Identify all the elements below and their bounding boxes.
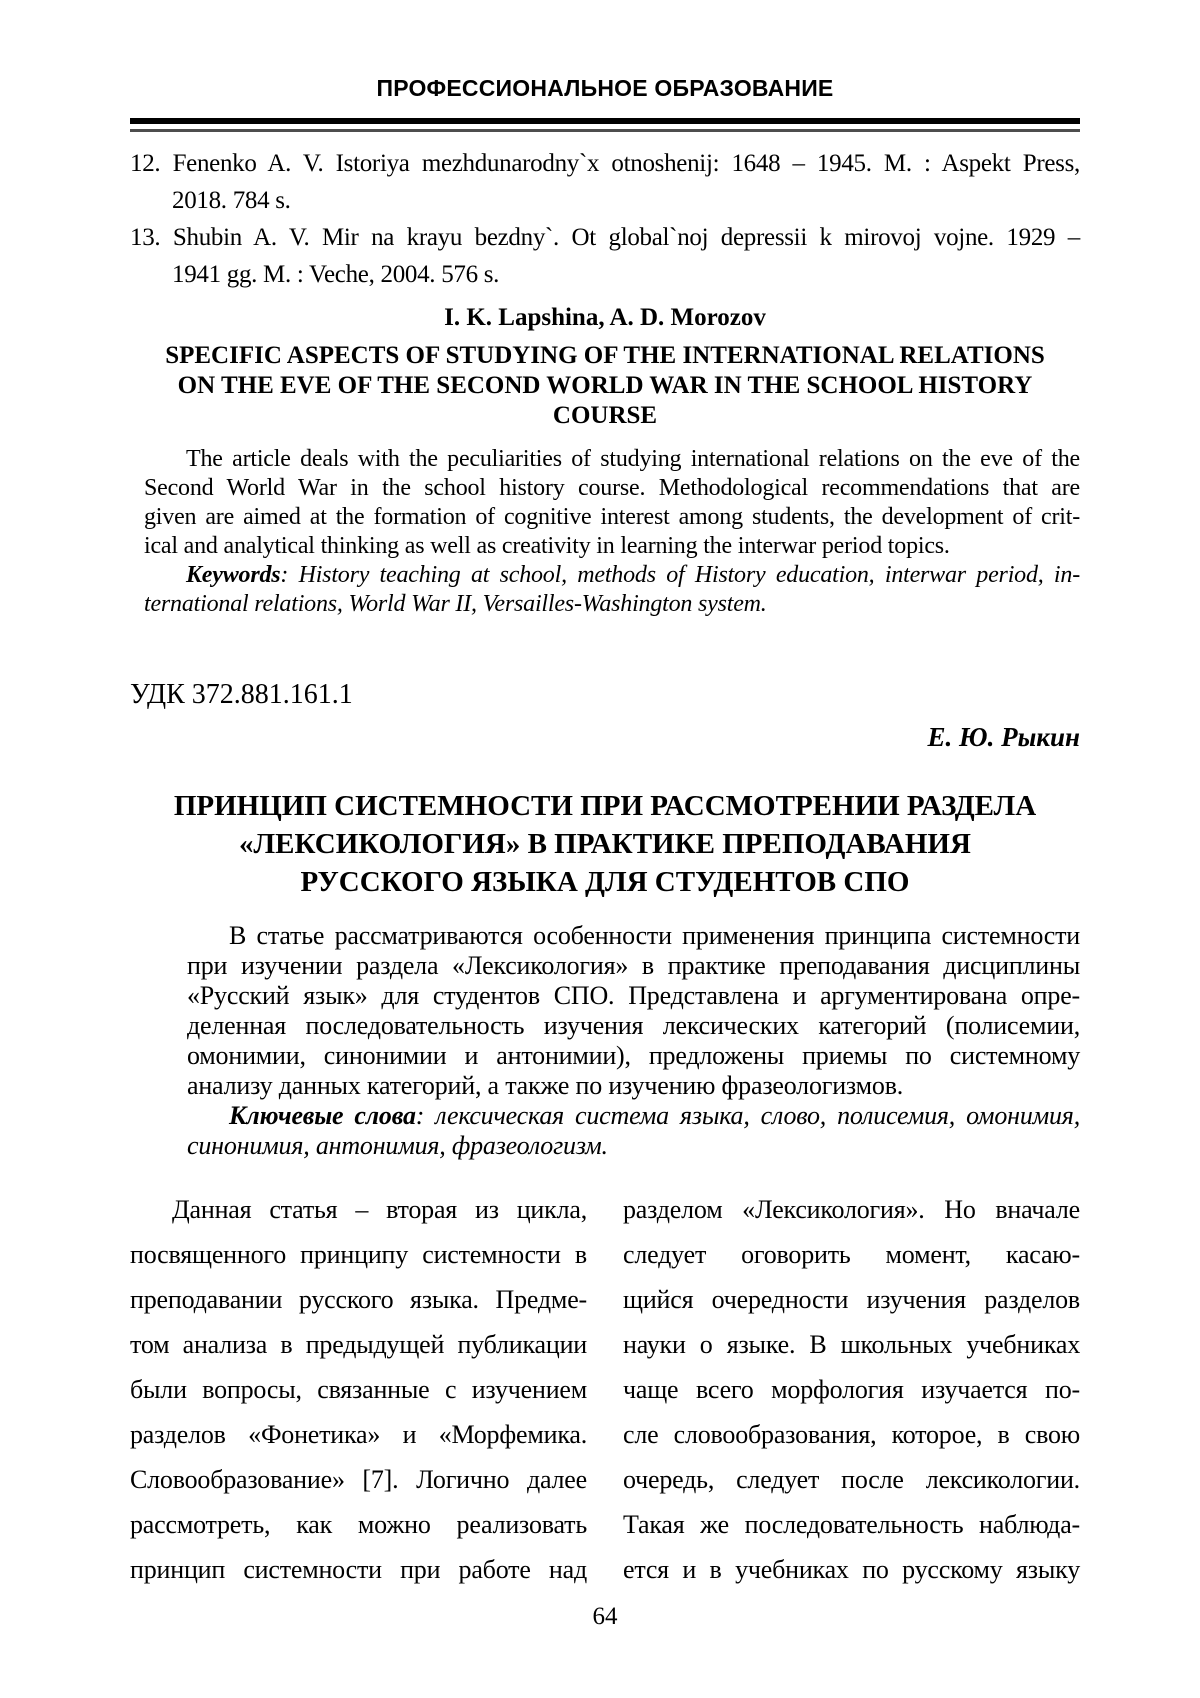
text-line: деленная последовательность изучения лексических категорий (полисемии, xyxy=(187,1011,1080,1040)
page-number: 64 xyxy=(592,1603,618,1630)
running-header: ПРОФЕССИОНАЛЬНОЕ ОБРАЗОВАНИЕ xyxy=(376,75,834,101)
keywords-text: : History teaching at school, methods of History education, interwar period, in- xyxy=(280,562,1080,588)
keywords-line: синонимия, антонимия, фразеологизм. xyxy=(187,1131,608,1160)
text-line: разделом «Лексикология». Но вначале xyxy=(623,1195,1080,1224)
body-column-right xyxy=(623,1187,1080,1592)
header-rule xyxy=(130,118,1080,132)
text-line: ется и в учебниках по русскому языку xyxy=(623,1555,1080,1584)
english-abstract xyxy=(144,445,1080,561)
keywords-label: Ключевые слова xyxy=(229,1101,416,1130)
text-line: щийся очередности изучения разделов xyxy=(623,1285,1080,1314)
text-line: Словообразование» [7]. Логично далее xyxy=(130,1465,587,1494)
text-line: Такая же последовательность наблюда- xyxy=(623,1510,1080,1539)
russian-title xyxy=(130,787,1080,901)
text-line: преподавании русского языка. Предме- xyxy=(130,1285,587,1314)
text-line: науки о языке. В школьных учебниках xyxy=(623,1330,1080,1359)
text-line: при изучении раздела «Лексикология» в практике преподавания дисциплины xyxy=(187,951,1080,980)
text-line: разделов «Фонетика» и «Морфемика. xyxy=(130,1420,587,1449)
text-line: сле словообразования, которое, в свою xyxy=(623,1420,1080,1449)
text-line: чаще всего морфология изучается по- xyxy=(623,1375,1080,1404)
text-line: том анализа в предыдущей публикации xyxy=(130,1330,587,1359)
header-rule-thick xyxy=(130,118,1080,124)
text-line: «ЛЕКСИКОЛОГИЯ» В ПРАКТИКЕ ПРЕПОДАВАНИЯ xyxy=(239,828,971,860)
reference-list xyxy=(130,145,1080,293)
text-line: SPECIFIC ASPECTS OF STUDYING OF THE INTERNATIONAL RELATIONS xyxy=(165,342,1045,369)
text-line: РУССКОГО ЯЗЫКА ДЛЯ СТУДЕНТОВ СПО xyxy=(300,866,910,898)
text-line: Данная статья – вторая из цикла, xyxy=(172,1195,587,1224)
keywords-label: Keywords xyxy=(186,562,281,588)
text-line: рассмотреть, как можно реализовать xyxy=(130,1510,587,1539)
reference-line: 1941 gg. M. : Veche, 2004. 576 s. xyxy=(172,261,500,288)
keywords-line: ternational relations, World War II, Versailles-Washington system. xyxy=(144,591,767,617)
text-line: В статье рассматриваются особенности применения принципа системности xyxy=(229,921,1080,950)
reference-item xyxy=(130,145,1080,219)
keywords-text: : лексическая система языка, слово, полисемия, омонимия, xyxy=(415,1101,1080,1130)
text-line: были вопросы, связанные с изучением xyxy=(130,1375,587,1404)
text-line: следует оговорить момент, касаю- xyxy=(623,1240,1080,1269)
russian-author: Е. Ю. Рыкин xyxy=(927,722,1080,752)
english-authors: I. K. Lapshina, A. D. Morozov xyxy=(444,304,766,331)
text-line: The article deals with the peculiarities of studying international relations on the eve of the xyxy=(186,446,1080,472)
reference-line: 13. Shubin A. V. Mir na krayu bezdny`. Ot global`noj depressii k mirovoj vojne. 1929 – xyxy=(130,224,1080,251)
text-line: посвященного принципу системности в xyxy=(130,1240,587,1269)
russian-keywords xyxy=(187,1101,1080,1161)
udc-code: УДК 372.881.161.1 xyxy=(130,679,353,710)
text-line: ON THE EVE OF THE SECOND WORLD WAR IN THE SCHOOL HISTORY COURSE xyxy=(177,372,1033,429)
text-line: «Русский язык» для студентов СПО. Представлена и аргументирована опре- xyxy=(187,981,1080,1010)
text-line: ical and analytical thinking as well as creativity in learning the interwar period topics. xyxy=(144,533,950,559)
text-line: анализу данных категорий, а также по изучению фразеологизмов. xyxy=(187,1071,904,1100)
reference-line: 2018. 784 s. xyxy=(172,187,291,214)
text-line: очередь, следует после лексикологии. xyxy=(623,1465,1080,1494)
keywords-line xyxy=(187,1101,1080,1131)
russian-abstract xyxy=(187,921,1080,1101)
body-column-left xyxy=(130,1187,587,1592)
text-line: Second World War in the school history course. Methodological recommendations that are xyxy=(144,475,1080,501)
body-two-columns xyxy=(130,1187,1080,1592)
english-title xyxy=(130,341,1080,431)
header-rule-thin xyxy=(130,129,1080,132)
keywords-line xyxy=(144,561,1080,590)
text-line: принцип системности при работе над xyxy=(130,1555,587,1584)
english-keywords xyxy=(144,561,1080,619)
text-line: ПРИНЦИП СИСТЕМНОСТИ ПРИ РАССМОТРЕНИИ РАЗДЕЛА xyxy=(173,790,1037,822)
text-line: омонимии, синонимии и антонимии), предложены приемы по системному xyxy=(187,1041,1080,1070)
reference-line: 12. Fenenko A. V. Istoriya mezhdunarodny`x otnoshenij: 1648 – 1945. M. : Aspekt Press, xyxy=(130,150,1080,177)
text-line: given are aimed at the formation of cognitive interest among students, the development of crit- xyxy=(144,504,1080,530)
reference-item xyxy=(130,219,1080,293)
